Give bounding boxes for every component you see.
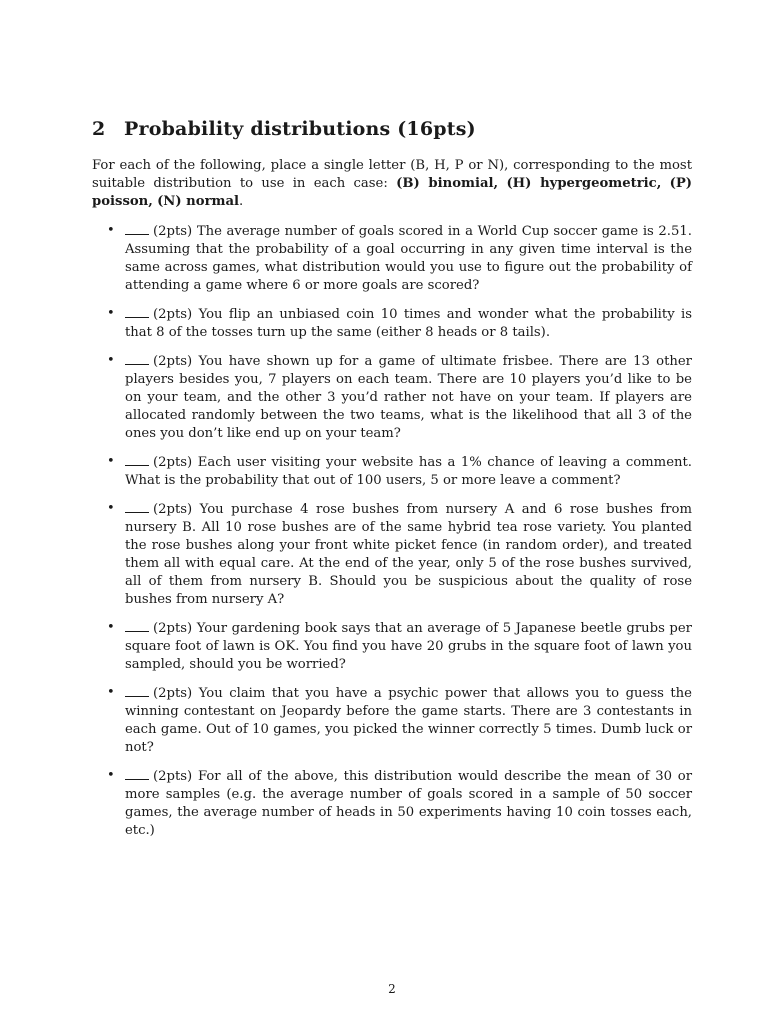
question-item bbox=[92, 453, 692, 490]
option-hypergeometric: (H) hypergeometric, bbox=[506, 176, 662, 191]
answer-blank[interactable] bbox=[125, 767, 149, 780]
answer-blank[interactable] bbox=[125, 453, 149, 466]
question-text: For all of the above, this distribution would describe the mean of 30 or more samples (e.g. the average number of goals scored in a sample of 50 soccer games, the average number of heads in 50 experiments having 10 coin tosses each, etc.) bbox=[125, 769, 692, 838]
question-points: (2pts) bbox=[153, 686, 193, 701]
question-item bbox=[92, 500, 692, 609]
intro-paragraph bbox=[92, 157, 692, 211]
question-item bbox=[92, 305, 692, 342]
answer-blank[interactable] bbox=[125, 222, 149, 235]
question-text: The average number of goals scored in a World Cup soccer game is 2.51. Assuming that the probability of a goal occurring in any given time interval is the same across games, what distribution would you use to figure out the probability of attending a game where 6 or more goals are scored? bbox=[125, 224, 692, 293]
section-heading bbox=[92, 118, 476, 140]
answer-blank[interactable] bbox=[125, 684, 149, 697]
question-item bbox=[92, 222, 692, 295]
question-points: (2pts) bbox=[153, 621, 193, 636]
bullet-icon: • bbox=[107, 454, 115, 469]
question-text: You have shown up for a game of ultimate frisbee. There are 13 other players besides you, 7 players on each team. There are 10 players you’d like to be on your team, and the other 3 you’d rather not have on your team. If players are allocated randomly between the two teams, what is the likelihood that all 3 of the ones you don’t like end up on your team? bbox=[125, 354, 692, 441]
bullet-icon: • bbox=[107, 501, 115, 516]
bullet-icon: • bbox=[107, 353, 115, 368]
bullet-icon: • bbox=[107, 620, 115, 635]
question-text: Your gardening book says that an average of 5 Japanese beetle grubs per square foot of lawn is OK. You find you have 20 grubs in the square foot of lawn you sampled, should you be worried? bbox=[125, 621, 692, 672]
intro-text: For each of the following, place a single letter (B, H, P or N), corresponding to the most suitable distribution to use in each case: bbox=[92, 158, 692, 191]
section-number: 2 bbox=[92, 118, 106, 140]
answer-blank[interactable] bbox=[125, 500, 149, 513]
bullet-icon: • bbox=[107, 685, 115, 700]
option-normal: (N) normal bbox=[157, 194, 240, 209]
question-list bbox=[92, 222, 692, 850]
question-text: You claim that you have a psychic power that allows you to guess the winning contestant on Jeopardy before the game starts. There are 3 contestants in each game. Out of 10 games, you picked the winner correctly 5 times. Dumb luck or not? bbox=[125, 686, 692, 755]
intro-end: . bbox=[239, 194, 244, 209]
option-poisson: (P) poisson, bbox=[92, 176, 692, 209]
answer-blank[interactable] bbox=[125, 305, 149, 318]
question-points: (2pts) bbox=[153, 354, 193, 369]
question-item bbox=[92, 767, 692, 840]
answer-blank[interactable] bbox=[125, 619, 149, 632]
question-points: (2pts) bbox=[153, 502, 193, 517]
section-title: Probability distributions (16pts) bbox=[124, 118, 476, 140]
option-binomial: (B) binomial, bbox=[396, 176, 499, 191]
bullet-icon: • bbox=[107, 768, 115, 783]
question-item bbox=[92, 684, 692, 757]
question-item bbox=[92, 619, 692, 674]
question-text: Each user visiting your website has a 1% chance of leaving a comment. What is the probability that out of 100 users, 5 or more leave a comment? bbox=[125, 455, 692, 488]
page-number: 2 bbox=[388, 982, 396, 996]
question-points: (2pts) bbox=[153, 224, 193, 239]
question-points: (2pts) bbox=[153, 769, 193, 784]
bullet-icon: • bbox=[107, 223, 115, 238]
question-points: (2pts) bbox=[153, 455, 193, 470]
bullet-icon: • bbox=[107, 306, 115, 321]
question-points: (2pts) bbox=[153, 307, 193, 322]
answer-blank[interactable] bbox=[125, 352, 149, 365]
question-text: You flip an unbiased coin 10 times and wonder what the probability is that 8 of the tosses turn up the same (either 8 heads or 8 tails). bbox=[125, 307, 692, 340]
question-text: You purchase 4 rose bushes from nursery A and 6 rose bushes from nursery B. All 10 rose bushes are of the same hybrid tea rose variety. You planted the rose bushes along your front white picket fence (in random order), and treated them all with equal care. At the end of the year, only 5 of the rose bushes survived, all of them from nursery B. Should you be suspicious about the quality of rose bushes from nursery A? bbox=[125, 502, 692, 607]
question-item bbox=[92, 352, 692, 443]
